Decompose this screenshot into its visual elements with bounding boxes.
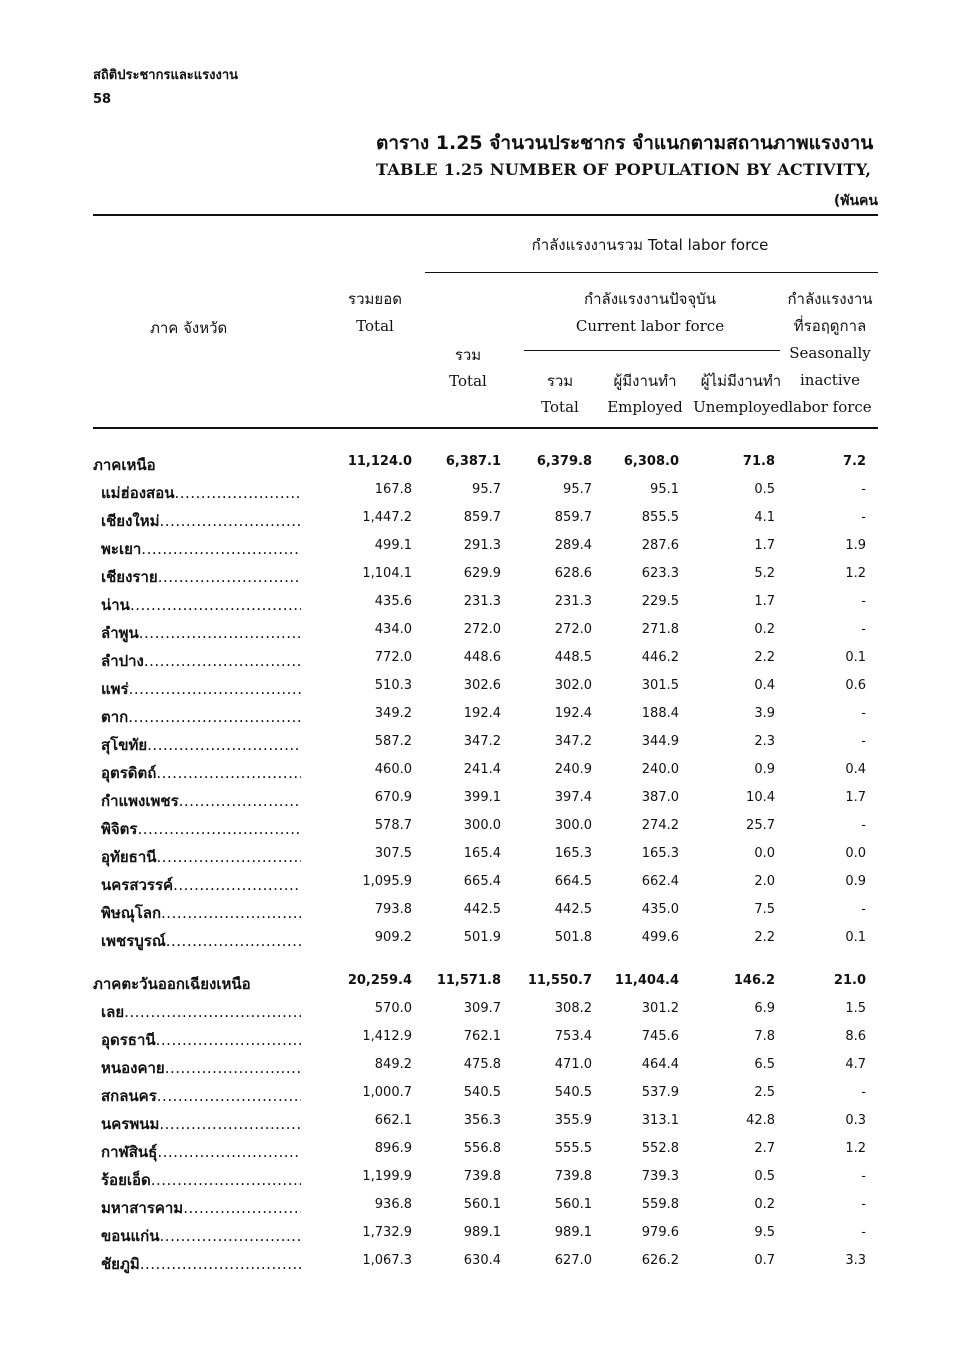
cell-current-total: 501.8: [554, 930, 592, 945]
cell-total: 499.1: [374, 538, 412, 553]
province-name: สกลนคร .....: [101, 1084, 301, 1108]
cell-seasonal-inactive: 1.5: [845, 1001, 866, 1016]
cell-employed: 313.1: [641, 1113, 679, 1128]
cell-current-total: 6,379.8: [536, 454, 592, 469]
cell-employed: 274.2: [641, 818, 679, 833]
province-name: พิษณุโลก .....: [101, 901, 301, 925]
cell-seasonal-inactive: -: [861, 818, 866, 833]
col-header-current-en: Current labor force: [575, 317, 725, 335]
cell-unemployed: 2.3: [754, 734, 775, 749]
cell-labor-force-total: 475.8: [463, 1057, 501, 1072]
cell-current-total: 448.5: [554, 650, 592, 665]
cell-total: 670.9: [374, 790, 412, 805]
table-row: [93, 1000, 878, 1028]
province-name: อุทัยธานี .....: [101, 845, 301, 869]
cell-seasonal-inactive: -: [861, 482, 866, 497]
cell-unemployed: 4.1: [754, 510, 775, 525]
cell-unemployed: 1.7: [754, 538, 775, 553]
cell-total: 662.1: [374, 1113, 412, 1128]
table-row: [93, 845, 878, 873]
cell-total: 936.8: [374, 1197, 412, 1212]
table-row: [93, 649, 878, 677]
table-row: [93, 929, 878, 957]
cell-unemployed: 9.5: [754, 1225, 775, 1240]
cell-current-total: 231.3: [554, 594, 592, 609]
col-header-total-th: รวมยอด: [348, 290, 402, 308]
cell-employed: 188.4: [641, 706, 679, 721]
unit-label: (พันคน: [833, 193, 878, 209]
cell-total: 909.2: [374, 930, 412, 945]
table-row: [93, 565, 878, 593]
cell-employed: 662.4: [641, 874, 679, 889]
province-name: ลำพูน .....: [101, 621, 301, 645]
cell-seasonal-inactive: 3.3: [845, 1253, 866, 1268]
cell-labor-force-total: 540.5: [463, 1085, 501, 1100]
cell-current-total: 560.1: [554, 1197, 592, 1212]
cell-employed: 6,308.0: [623, 454, 679, 469]
province-name: เชียงใหม่ .....: [101, 509, 301, 533]
cell-unemployed: 10.4: [746, 790, 775, 805]
cell-labor-force-total: 399.1: [463, 790, 501, 805]
province-name: ลำปาง .....: [101, 649, 301, 673]
cell-labor-force-total: 241.4: [463, 762, 501, 777]
cell-seasonal-inactive: 7.2: [842, 454, 866, 469]
header-bottom-rule: [93, 427, 878, 429]
cell-total: 307.5: [374, 846, 412, 861]
cell-seasonal-inactive: -: [861, 622, 866, 637]
cell-total: 349.2: [374, 706, 412, 721]
cell-employed: 229.5: [641, 594, 679, 609]
col-header-seasonal-th2: ที่รอฤดูกาล: [793, 317, 867, 335]
cell-labor-force-total: 11,571.8: [436, 973, 501, 988]
cell-labor-force-total: 291.3: [463, 538, 501, 553]
cell-unemployed: 2.2: [754, 650, 775, 665]
cell-current-total: 95.7: [563, 482, 592, 497]
cell-current-total: 989.1: [554, 1225, 592, 1240]
cell-seasonal-inactive: 1.2: [845, 566, 866, 581]
province-name: นครสวรรค์ .....: [101, 873, 301, 897]
cell-employed: 464.4: [641, 1057, 679, 1072]
province-name: มหาสารคาม .....: [101, 1196, 301, 1220]
cell-employed: 301.2: [641, 1001, 679, 1016]
cell-labor-force-total: 300.0: [463, 818, 501, 833]
cell-current-total: 397.4: [554, 790, 592, 805]
cell-current-total: 442.5: [554, 902, 592, 917]
province-name: แพร่ .....: [101, 677, 301, 701]
cell-current-total: 555.5: [554, 1141, 592, 1156]
cell-seasonal-inactive: -: [861, 510, 866, 525]
cell-current-total: 302.0: [554, 678, 592, 693]
cell-employed: 979.6: [641, 1225, 679, 1240]
cell-employed: 626.2: [641, 1253, 679, 1268]
cell-seasonal-inactive: 0.9: [845, 874, 866, 889]
cell-labor-force-total: 165.4: [463, 846, 501, 861]
table-row: [93, 593, 878, 621]
table-top-rule: [93, 214, 878, 216]
table-row: [93, 677, 878, 705]
cell-total: 793.8: [374, 902, 412, 917]
cell-labor-force-total: 347.2: [463, 734, 501, 749]
col-header-region: ภาค จังหวัด: [150, 319, 228, 337]
cell-total: 1,447.2: [362, 510, 412, 525]
cell-total: 1,067.3: [362, 1253, 412, 1268]
cell-employed: 623.3: [641, 566, 679, 581]
cell-seasonal-inactive: 0.1: [845, 650, 866, 665]
cell-unemployed: 0.0: [754, 846, 775, 861]
cell-total: 772.0: [374, 650, 412, 665]
cell-current-total: 540.5: [554, 1085, 592, 1100]
region-row: [93, 972, 878, 1000]
cell-seasonal-inactive: -: [861, 1197, 866, 1212]
col-header-total-en: Total: [356, 317, 394, 335]
col-header-current-th: กำลังแรงงานปัจจุบัน: [584, 290, 716, 308]
cell-total: 578.7: [374, 818, 412, 833]
cell-current-total: 11,550.7: [527, 973, 592, 988]
province-name: ตาก .....: [101, 705, 301, 729]
province-name: เลย .....: [101, 1000, 301, 1024]
table-row: [93, 481, 878, 509]
cell-total: 1,732.9: [362, 1225, 412, 1240]
province-name: ร้อยเอ็ด .....: [101, 1168, 301, 1192]
col-header-seasonal-th1: กำลังแรงงาน: [787, 290, 873, 308]
labor-force-rule: [425, 272, 878, 273]
cell-labor-force-total: 859.7: [463, 510, 501, 525]
table-row: [93, 537, 878, 565]
cell-total: 1,199.9: [362, 1169, 412, 1184]
cell-employed: 301.5: [641, 678, 679, 693]
col-header-lf-total-th: รวม: [454, 346, 482, 364]
cell-unemployed: 0.7: [754, 1253, 775, 1268]
page-number: 58: [93, 92, 112, 107]
table-row: [93, 789, 878, 817]
cell-employed: 855.5: [641, 510, 679, 525]
cell-seasonal-inactive: 1.9: [845, 538, 866, 553]
table-title-english: TABLE 1.25 NUMBER OF POPULATION BY ACTIVITY,: [376, 160, 872, 179]
cell-seasonal-inactive: -: [861, 1085, 866, 1100]
table-row: [93, 509, 878, 537]
cell-total: 1,095.9: [362, 874, 412, 889]
cell-total: 1,412.9: [362, 1029, 412, 1044]
province-name: แม่ฮ่องสอน .....: [101, 481, 301, 505]
cell-seasonal-inactive: 1.7: [845, 790, 866, 805]
table-row: [93, 1224, 878, 1252]
table-row: [93, 761, 878, 789]
cell-total: 20,259.4: [347, 973, 412, 988]
province-name: สุโขทัย .....: [101, 733, 301, 757]
table-row: [93, 1196, 878, 1224]
cell-unemployed: 0.5: [754, 1169, 775, 1184]
cell-seasonal-inactive: 0.0: [845, 846, 866, 861]
province-name: หนองคาย .....: [101, 1056, 301, 1080]
cell-labor-force-total: 448.6: [463, 650, 501, 665]
col-header-labor-force-group: กำลังแรงงานรวม Total labor force: [531, 236, 769, 254]
cell-current-total: 627.0: [554, 1253, 592, 1268]
cell-seasonal-inactive: 8.6: [845, 1029, 866, 1044]
cell-current-total: 628.6: [554, 566, 592, 581]
table-row: [93, 1252, 878, 1280]
cell-total: 434.0: [374, 622, 412, 637]
cell-total: 1,000.7: [362, 1085, 412, 1100]
running-title: สถิติประชากรและแรงงาน: [93, 68, 239, 83]
cell-seasonal-inactive: -: [861, 1169, 866, 1184]
cell-labor-force-total: 6,387.1: [445, 454, 501, 469]
table-row: [93, 817, 878, 845]
region-name: ภาคตะวันออกเฉียงเหนือ: [93, 975, 251, 993]
cell-current-total: 355.9: [554, 1113, 592, 1128]
cell-unemployed: 0.5: [754, 482, 775, 497]
cell-current-total: 753.4: [554, 1029, 592, 1044]
cell-current-total: 471.0: [554, 1057, 592, 1072]
cell-unemployed: 1.7: [754, 594, 775, 609]
cell-employed: 11,404.4: [614, 973, 679, 988]
cell-total: 510.3: [374, 678, 412, 693]
cell-employed: 165.3: [641, 846, 679, 861]
cell-labor-force-total: 192.4: [463, 706, 501, 721]
cell-unemployed: 7.8: [754, 1029, 775, 1044]
table-row: [93, 621, 878, 649]
cell-current-total: 165.3: [554, 846, 592, 861]
cell-labor-force-total: 762.1: [463, 1029, 501, 1044]
cell-employed: 739.3: [641, 1169, 679, 1184]
cell-seasonal-inactive: 1.2: [845, 1141, 866, 1156]
cell-unemployed: 2.7: [754, 1141, 775, 1156]
cell-current-total: 347.2: [554, 734, 592, 749]
cell-seasonal-inactive: -: [861, 1225, 866, 1240]
cell-labor-force-total: 989.1: [463, 1225, 501, 1240]
col-header-unemployed-en: Unemployed: [693, 398, 789, 416]
cell-current-total: 664.5: [554, 874, 592, 889]
cell-unemployed: 7.5: [754, 902, 775, 917]
cell-unemployed: 3.9: [754, 706, 775, 721]
cell-total: 167.8: [374, 482, 412, 497]
cell-unemployed: 0.9: [754, 762, 775, 777]
col-header-employed-en: Employed: [607, 398, 683, 416]
cell-unemployed: 2.0: [754, 874, 775, 889]
cell-seasonal-inactive: 0.3: [845, 1113, 866, 1128]
cell-employed: 95.1: [650, 482, 679, 497]
col-header-seasonal-en1: Seasonally: [789, 344, 871, 362]
table-row: [93, 1168, 878, 1196]
cell-current-total: 240.9: [554, 762, 592, 777]
province-name: พะเยา .....: [101, 537, 301, 561]
province-name: นครพนม .....: [101, 1112, 301, 1136]
cell-seasonal-inactive: 0.1: [845, 930, 866, 945]
col-header-seasonal-en3: labor force: [788, 398, 872, 416]
table-row: [93, 1140, 878, 1168]
table-row: [93, 901, 878, 929]
cell-current-total: 300.0: [554, 818, 592, 833]
province-name: อุตรดิตถ์ .....: [101, 761, 301, 785]
cell-employed: 446.2: [641, 650, 679, 665]
province-name: น่าน .....: [101, 593, 301, 617]
cell-current-total: 272.0: [554, 622, 592, 637]
table-row: [93, 1084, 878, 1112]
cell-seasonal-inactive: -: [861, 706, 866, 721]
cell-unemployed: 6.9: [754, 1001, 775, 1016]
cell-seasonal-inactive: 4.7: [845, 1057, 866, 1072]
cell-labor-force-total: 556.8: [463, 1141, 501, 1156]
province-name: กาฬสินธุ์ .....: [101, 1140, 301, 1164]
cell-total: 849.2: [374, 1057, 412, 1072]
table-title-thai: ตาราง 1.25 จำนวนประชากร จำแนกตามสถานภาพแรงงาน: [376, 132, 874, 154]
cell-labor-force-total: 501.9: [463, 930, 501, 945]
cell-employed: 537.9: [641, 1085, 679, 1100]
col-header-cur-total-en: Total: [541, 398, 579, 416]
cell-unemployed: 5.2: [754, 566, 775, 581]
cell-labor-force-total: 309.7: [463, 1001, 501, 1016]
cell-labor-force-total: 739.8: [463, 1169, 501, 1184]
table-row: [93, 705, 878, 733]
cell-total: 570.0: [374, 1001, 412, 1016]
cell-employed: 552.8: [641, 1141, 679, 1156]
cell-labor-force-total: 95.7: [472, 482, 501, 497]
col-header-seasonal-en2: inactive: [800, 371, 860, 389]
cell-seasonal-inactive: -: [861, 902, 866, 917]
col-header-cur-total-th: รวม: [546, 372, 574, 390]
cell-current-total: 289.4: [554, 538, 592, 553]
cell-unemployed: 0.2: [754, 1197, 775, 1212]
cell-unemployed: 0.2: [754, 622, 775, 637]
cell-seasonal-inactive: -: [861, 594, 866, 609]
cell-labor-force-total: 630.4: [463, 1253, 501, 1268]
province-name: พิจิตร .....: [101, 817, 301, 841]
col-header-lf-total-en: Total: [449, 372, 487, 390]
cell-labor-force-total: 629.9: [463, 566, 501, 581]
col-header-employed-th: ผู้มีงานทำ: [613, 372, 677, 390]
province-name: ขอนแก่น .....: [101, 1224, 301, 1248]
cell-current-total: 739.8: [554, 1169, 592, 1184]
cell-employed: 240.0: [641, 762, 679, 777]
cell-current-total: 192.4: [554, 706, 592, 721]
cell-current-total: 308.2: [554, 1001, 592, 1016]
cell-total: 435.6: [374, 594, 412, 609]
cell-unemployed: 71.8: [742, 454, 775, 469]
province-name: เพชรบูรณ์ .....: [101, 929, 301, 953]
cell-employed: 344.9: [641, 734, 679, 749]
cell-labor-force-total: 665.4: [463, 874, 501, 889]
cell-unemployed: 25.7: [746, 818, 775, 833]
cell-unemployed: 146.2: [733, 973, 775, 988]
province-name: เชียงราย .....: [101, 565, 301, 589]
current-labor-force-rule: [524, 350, 780, 351]
cell-seasonal-inactive: 21.0: [833, 973, 866, 988]
province-name: ชัยภูมิ .....: [101, 1252, 301, 1276]
cell-total: 1,104.1: [362, 566, 412, 581]
table-row: [93, 1112, 878, 1140]
cell-labor-force-total: 442.5: [463, 902, 501, 917]
cell-current-total: 859.7: [554, 510, 592, 525]
table-row: [93, 1056, 878, 1084]
cell-labor-force-total: 302.6: [463, 678, 501, 693]
cell-employed: 435.0: [641, 902, 679, 917]
cell-seasonal-inactive: 0.6: [845, 678, 866, 693]
cell-labor-force-total: 560.1: [463, 1197, 501, 1212]
province-name: อุดรธานี .....: [101, 1028, 301, 1052]
cell-seasonal-inactive: -: [861, 734, 866, 749]
cell-total: 11,124.0: [347, 454, 412, 469]
cell-labor-force-total: 272.0: [463, 622, 501, 637]
table-row: [93, 1028, 878, 1056]
cell-total: 460.0: [374, 762, 412, 777]
cell-employed: 387.0: [641, 790, 679, 805]
col-header-unemployed-th: ผู้ไม่มีงานทำ: [700, 372, 782, 390]
cell-labor-force-total: 356.3: [463, 1113, 501, 1128]
province-name: กำแพงเพชร .....: [101, 789, 301, 813]
cell-unemployed: 2.5: [754, 1085, 775, 1100]
cell-total: 896.9: [374, 1141, 412, 1156]
cell-employed: 499.6: [641, 930, 679, 945]
region-name: ภาคเหนือ: [93, 456, 156, 474]
table-row: [93, 873, 878, 901]
cell-employed: 287.6: [641, 538, 679, 553]
region-row: [93, 453, 878, 481]
cell-unemployed: 42.8: [746, 1113, 775, 1128]
table-row: [93, 733, 878, 761]
cell-employed: 559.8: [641, 1197, 679, 1212]
cell-employed: 745.6: [641, 1029, 679, 1044]
cell-total: 587.2: [374, 734, 412, 749]
cell-seasonal-inactive: 0.4: [845, 762, 866, 777]
cell-unemployed: 0.4: [754, 678, 775, 693]
cell-unemployed: 6.5: [754, 1057, 775, 1072]
cell-employed: 271.8: [641, 622, 679, 637]
cell-labor-force-total: 231.3: [463, 594, 501, 609]
cell-unemployed: 2.2: [754, 930, 775, 945]
